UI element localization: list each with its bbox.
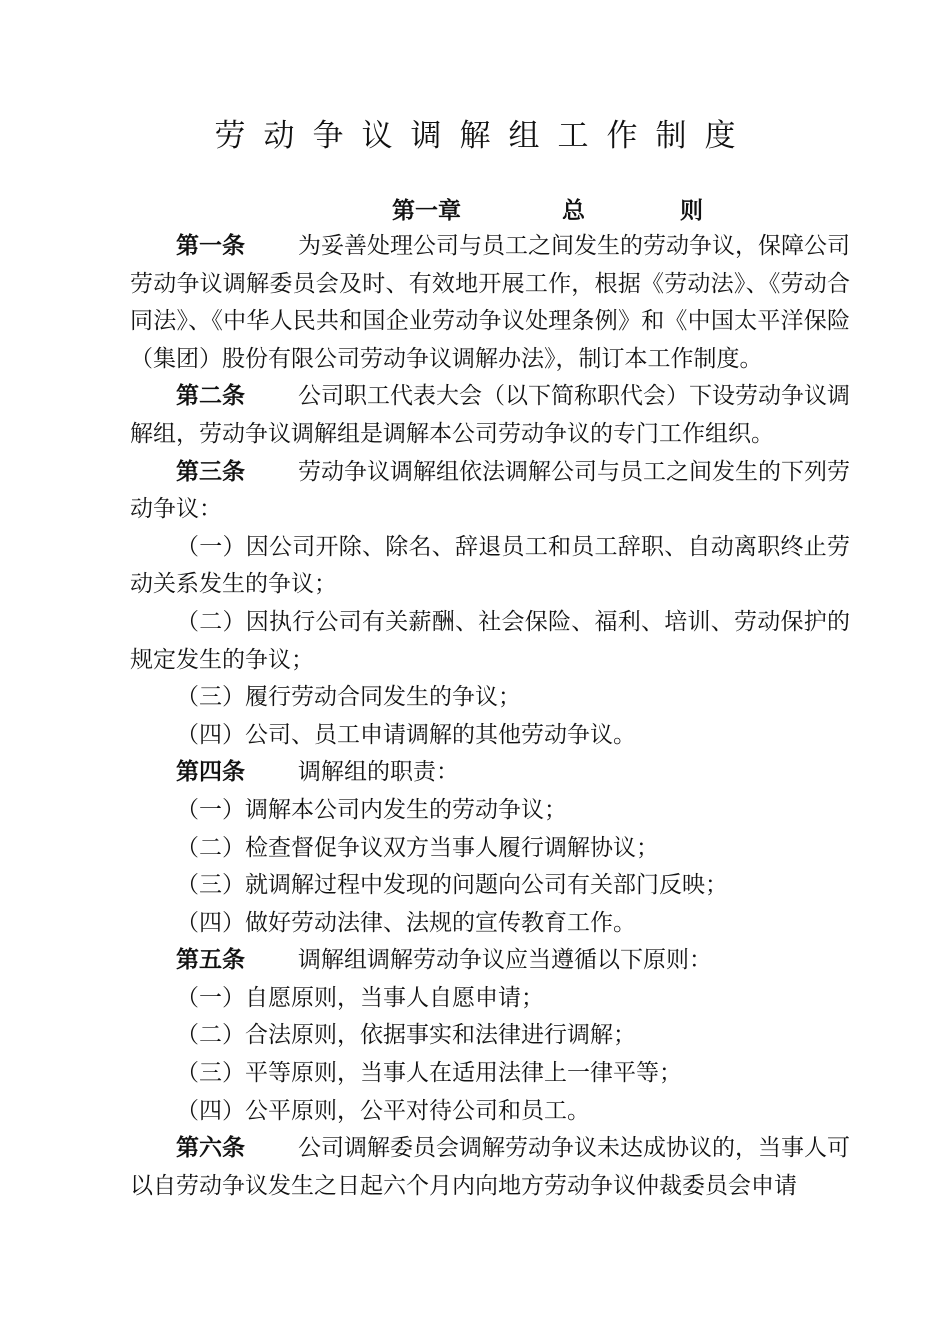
chapter-name-part2: 则 <box>680 198 703 224</box>
list-item: （四）公司、员工申请调解的其他劳动争议。 <box>176 721 636 748</box>
list-item: （二）因执行公司有关薪酬、社会保险、福利、培训、劳动保护的规定发生的争议； <box>130 608 850 673</box>
article-text: 公司职工代表大会（以下简称职代会）下设劳动争议调解组，劳动争议调解组是调解本公司劳动争议的专门工作组织。 <box>130 383 850 447</box>
chapter-number: 第一章 <box>392 198 461 224</box>
article-text: 为妥善处理公司与员工之间发生的劳动争议，保障公司劳动争议调解委员会及时、有效地开展工作，根据《劳动法》、《劳动合同法》、《中华人民共和国企业劳动争议处理条例》和《中国太平洋保险（集团）股份有限公司劳动争议调解办法》，制订本工作制度。 <box>130 233 850 372</box>
article-label: 第三条 <box>176 458 245 485</box>
article-3 <box>130 454 850 529</box>
list-item: （四）公平原则，公平对待公司和员工。 <box>176 1097 590 1124</box>
article-5 <box>130 942 850 980</box>
document-title: 劳动争议调解组工作制度 <box>214 118 754 154</box>
chapter-name-part1: 总 <box>562 198 585 224</box>
article-6 <box>130 1130 850 1205</box>
article-label: 第一条 <box>176 233 245 259</box>
list-item: （三）就调解过程中发现的问题向公司有关部门反映； <box>176 872 728 899</box>
article-label: 第四条 <box>176 759 245 786</box>
chapter-heading <box>392 192 703 225</box>
article-label: 第六条 <box>176 1135 245 1162</box>
list-item: （一）调解本公司内发生的劳动争议； <box>176 796 567 823</box>
list-item: （二）合法原则，依据事实和法律进行调解； <box>176 1022 636 1049</box>
article-4 <box>130 754 850 792</box>
list-item: （一）自愿原则，当事人自愿申请； <box>176 984 544 1011</box>
list-item: （四）做好劳动法律、法规的宣传教育工作。 <box>176 909 636 936</box>
article-text: 调解组调解劳动争议应当遵循以下原则： <box>298 947 712 974</box>
article-text: 公司调解委员会调解劳动争议未达成协议的，当事人可以自劳动争议发生之日起六个月内向地方劳动争议仲裁委员会申请 <box>130 1135 850 1199</box>
article-text: 调解组的职责： <box>298 759 459 786</box>
article-label: 第五条 <box>176 947 245 974</box>
list-item: （三）平等原则，当事人在适用法律上一律平等； <box>176 1060 682 1087</box>
article-1 <box>130 228 850 378</box>
article-text: 劳动争议调解组依法调解公司与员工之间发生的下列劳动争议： <box>130 458 850 523</box>
list-item: （二）检查督促争议双方当事人履行调解协议； <box>176 834 659 861</box>
article-2 <box>130 378 850 453</box>
article-label: 第二条 <box>176 383 245 410</box>
document-body <box>130 228 850 1205</box>
list-item: （三）履行劳动合同发生的争议； <box>176 684 521 711</box>
list-item: （一）因公司开除、除名、辞退员工和员工辞职、自动离职终止劳动关系发生的争议； <box>130 533 850 598</box>
